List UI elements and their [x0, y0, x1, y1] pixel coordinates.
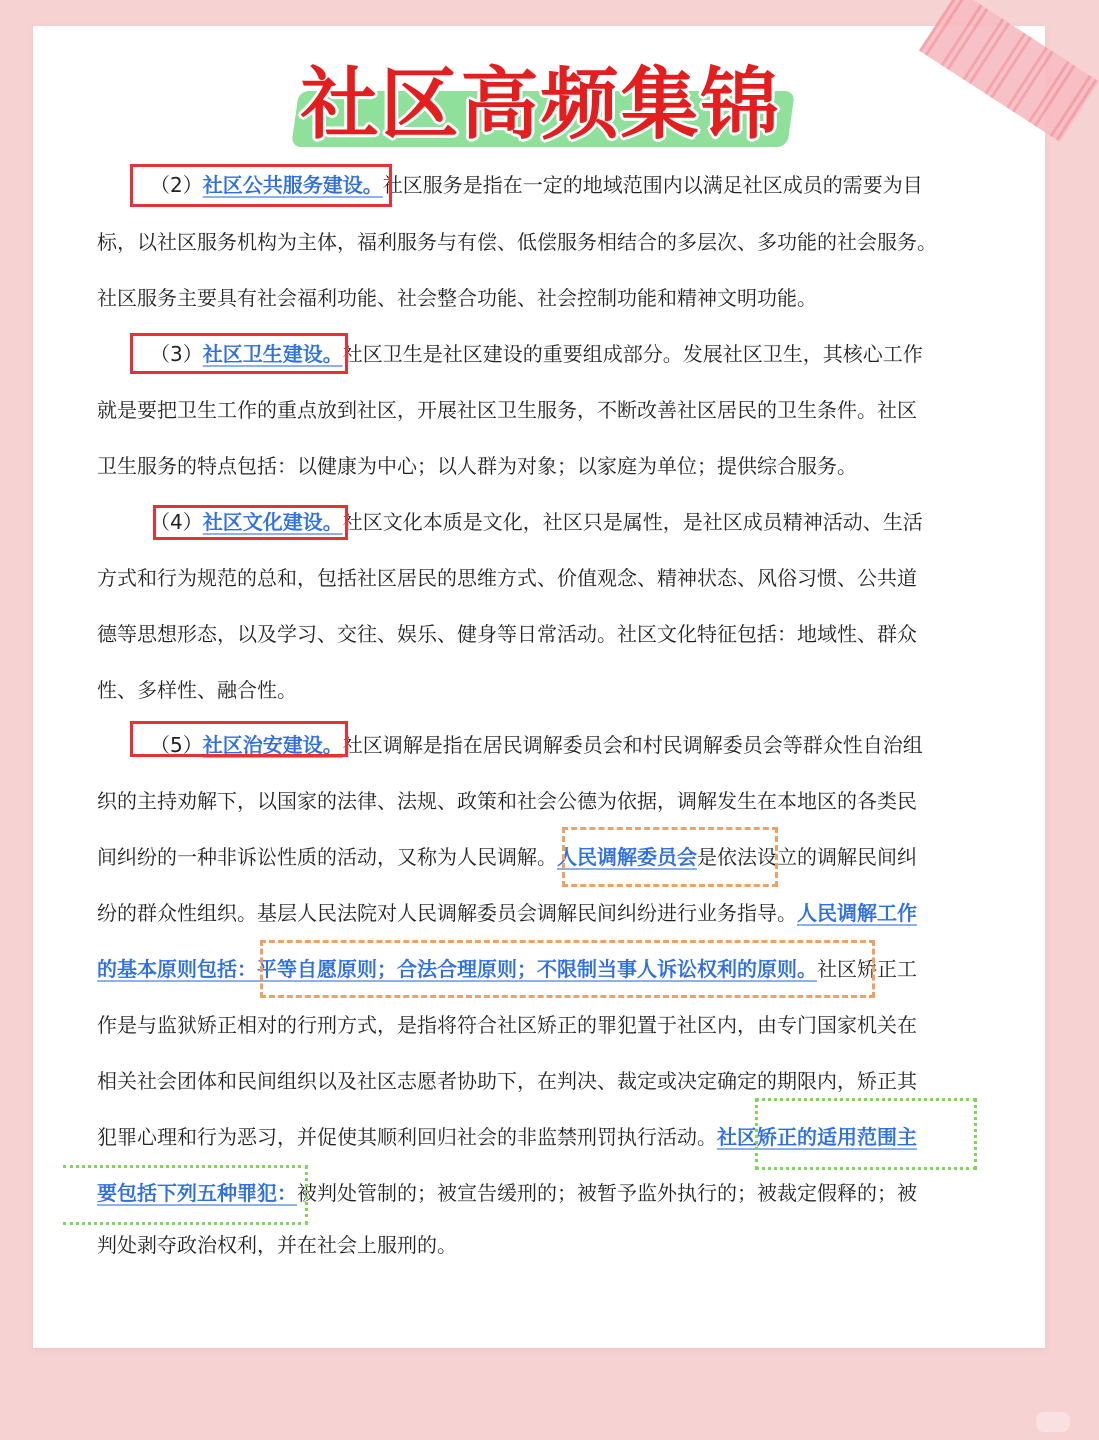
term-link[interactable]: 人民调解工作: [797, 901, 917, 925]
section-heading-link[interactable]: 社区卫生建设。: [202, 342, 343, 366]
section-heading-link[interactable]: 社区治安建设。: [202, 733, 343, 757]
red-highlight-box: [130, 333, 348, 374]
section-heading-link[interactable]: 社区公共服务建设。: [202, 173, 383, 197]
green-dotted-highlight: [63, 1165, 308, 1225]
red-highlight-box: [153, 505, 348, 540]
text-line: 相关社会团体和民间组织以及社区志愿者协助下，在判决、裁定或决定确定的期限内，矫正其: [97, 1069, 917, 1093]
text-span: 社区矫正工: [817, 957, 917, 981]
term-link[interactable]: 社区矫正的适用范围主: [717, 1125, 917, 1149]
text-line: [97, 898, 917, 928]
text-line: 就是要把卫生工作的重点放到社区，开展社区卫生服务，不断改善社区居民的卫生条件。社区: [97, 398, 917, 422]
text-line: 社区卫生是社区建设的重要组成部分。发展社区卫生，其核心工作: [342, 342, 923, 366]
text-line: 卫生服务的特点包括：以健康为中心；以人群为对象；以家庭为单位；提供综合服务。: [97, 454, 857, 478]
page-title: [283, 55, 798, 155]
section-number: （2）: [150, 173, 203, 197]
term-link[interactable]: 人民调解委员会: [557, 845, 697, 869]
text-line: [97, 842, 917, 872]
text-span: 被判处管制的；被宣告缓刑的；被暂予监外执行的；被裁定假释的；被: [297, 1181, 917, 1205]
text-line: 社区文化本质是文化，社区只是属性，是社区成员精神活动、生活: [342, 510, 923, 534]
section-number: （5）: [150, 733, 203, 757]
title-text: 社区高频集锦: [300, 60, 781, 150]
section-number: （3）: [150, 342, 203, 366]
text-span: 间纠纷的一种非诉讼性质的活动，又称为人民调解。: [97, 845, 557, 869]
text-line: 社区调解是指在居民调解委员会和村民调解委员会等群众性自治组: [342, 733, 923, 757]
truncated-text-line: [97, 1230, 457, 1242]
watermark-badge: [1036, 1412, 1070, 1432]
text-line: 织的主持劝解下，以国家的法律、法规、政策和社会公德为依据，调解发生在本地区的各类民: [97, 789, 917, 813]
text-line: 社区服务是指在一定的地域范围内以满足社区成员的需要为目: [382, 173, 923, 197]
section-number: （4）: [150, 510, 203, 534]
term-link[interactable]: 的基本原则包括：: [97, 957, 257, 981]
section-heading-link[interactable]: 社区文化建设。: [202, 510, 343, 534]
text-span: 纷的群众性组织。基层人民法院对人民调解委员会调解民间纠纷进行业务指导。: [97, 901, 797, 925]
principles-link[interactable]: 平等自愿原则；合法合理原则；不限制当事人诉讼权利的原则。: [257, 957, 817, 981]
text-line: 德等思想形态，以及学习、交往、娱乐、健身等日常活动。社区文化特征包括：地域性、群众: [97, 622, 917, 646]
text-span: 是依法设立的调解民间纠: [697, 845, 917, 869]
text-line: 标，以社区服务机构为主体，福利服务与有偿、低偿服务相结合的多层次、多功能的社会服务。: [97, 230, 937, 254]
orange-dashed-highlight: [260, 940, 875, 998]
red-highlight-box: [130, 164, 392, 207]
term-link[interactable]: 要包括下列五种罪犯：: [97, 1181, 297, 1205]
red-highlight-box: [130, 721, 348, 757]
text-span: 犯罪心理和行为恶习，并促使其顺利回归社会的非监禁刑罚执行活动。: [97, 1125, 717, 1149]
text-line: 方式和行为规范的总和，包括社区居民的思维方式、价值观念、精神状态、风俗习惯、公共道: [97, 566, 917, 590]
text-line: 社区服务主要具有社会福利功能、社会整合功能、社会控制功能和精神文明功能。: [97, 286, 817, 310]
green-dotted-highlight: [755, 1098, 977, 1170]
text-line: 作是与监狱矫正相对的行刑方式，是指将符合社区矫正的罪犯置于社区内，由专门国家机关在: [97, 1013, 917, 1037]
text-line: 性、多样性、融合性。: [97, 678, 297, 702]
orange-dashed-highlight: [562, 827, 778, 887]
